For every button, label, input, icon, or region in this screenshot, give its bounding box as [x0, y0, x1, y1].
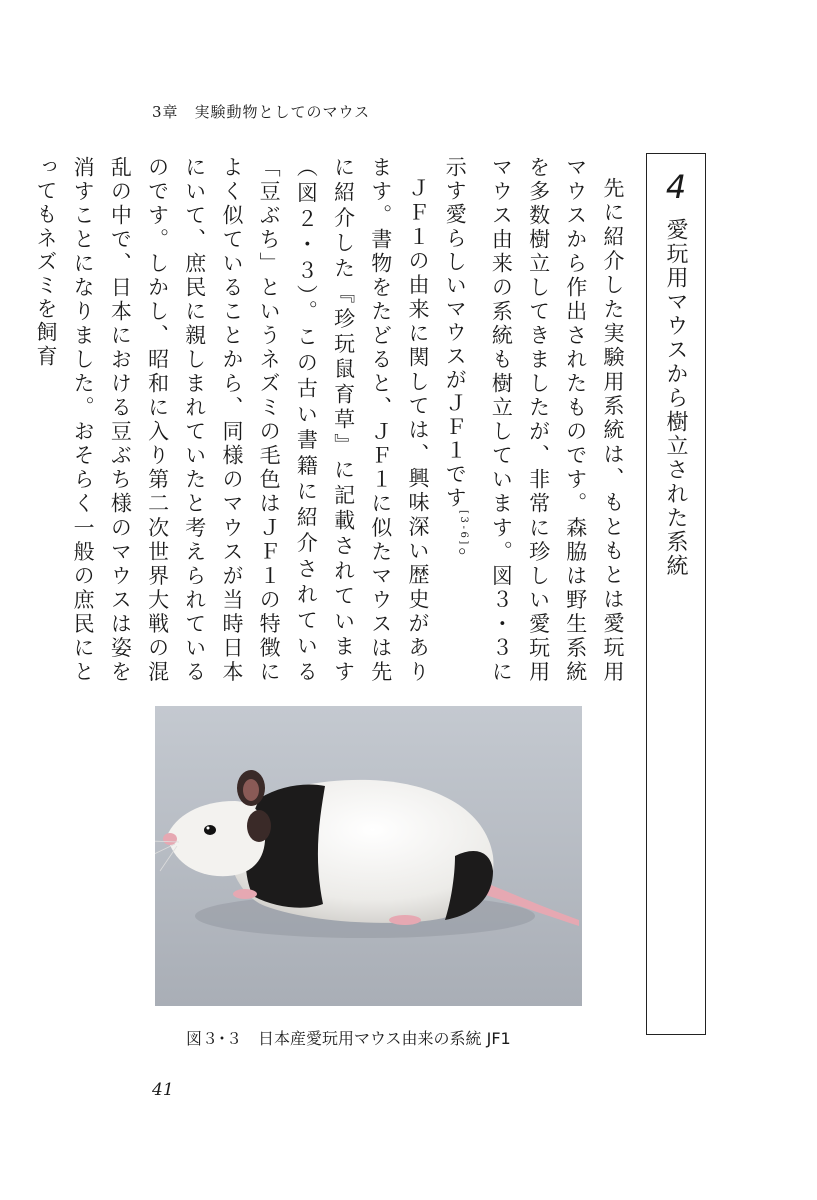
section-number: 4	[665, 168, 687, 206]
mouse-ear-inner	[243, 779, 259, 801]
paragraph	[27, 156, 436, 684]
figure-label: 図３･３	[186, 1029, 243, 1048]
paragraph-text: 。	[443, 546, 468, 571]
section-heading-box	[646, 153, 706, 1035]
page-number: 41	[152, 1080, 174, 1100]
figure-caption	[186, 1026, 511, 1049]
paragraph-text: ＪＦ１の由来に関しては、興味深い歴史があります。書物をたどると、ＪＦ１に似たマウスは先に紹介した『珍玩鼠育草』に記載されています（図２・３）。この古い書籍に紹介されている「豆ぶち」というネズミの毛色はＪＦ１の特徴によく似ていることから、同様のマウスが当時日本にいて、庶民に親しまれていたと考えられているのです。しかし、昭和に入り第二次世界大戦の混乱の中で、日本における豆ぶち様のマウスは姿を消すことになりました。おそらく一般の庶民にとってもネズミを飼育	[33, 156, 430, 684]
figure-caption-text: 日本産愛玩用マウス由来の系統 JF1	[258, 1029, 511, 1048]
paragraph	[436, 156, 631, 684]
section-title: 愛玩用マウスから樹立された系統	[663, 218, 688, 578]
mouse-eye	[204, 825, 216, 835]
mouse-nose	[163, 833, 177, 845]
running-head: 3章 実験動物としてのマウス	[152, 103, 371, 121]
paragraph-text: 先に紹介した実験用系統は、もともとは愛玩用マウスから作出されたものです。森脇は野生系統を多数樹立してきましたが、非常に珍しい愛玩用マウス由来の系統も樹立しています。図３・３に示す愛らしいマウスがＪＦ１です	[443, 156, 625, 684]
mouse-foot	[389, 915, 421, 925]
mouse-ear	[247, 810, 271, 842]
mouse-foot	[233, 889, 257, 899]
body-text	[33, 156, 631, 684]
citation: [3-6]	[458, 510, 470, 547]
mouse-photo	[155, 706, 582, 1006]
